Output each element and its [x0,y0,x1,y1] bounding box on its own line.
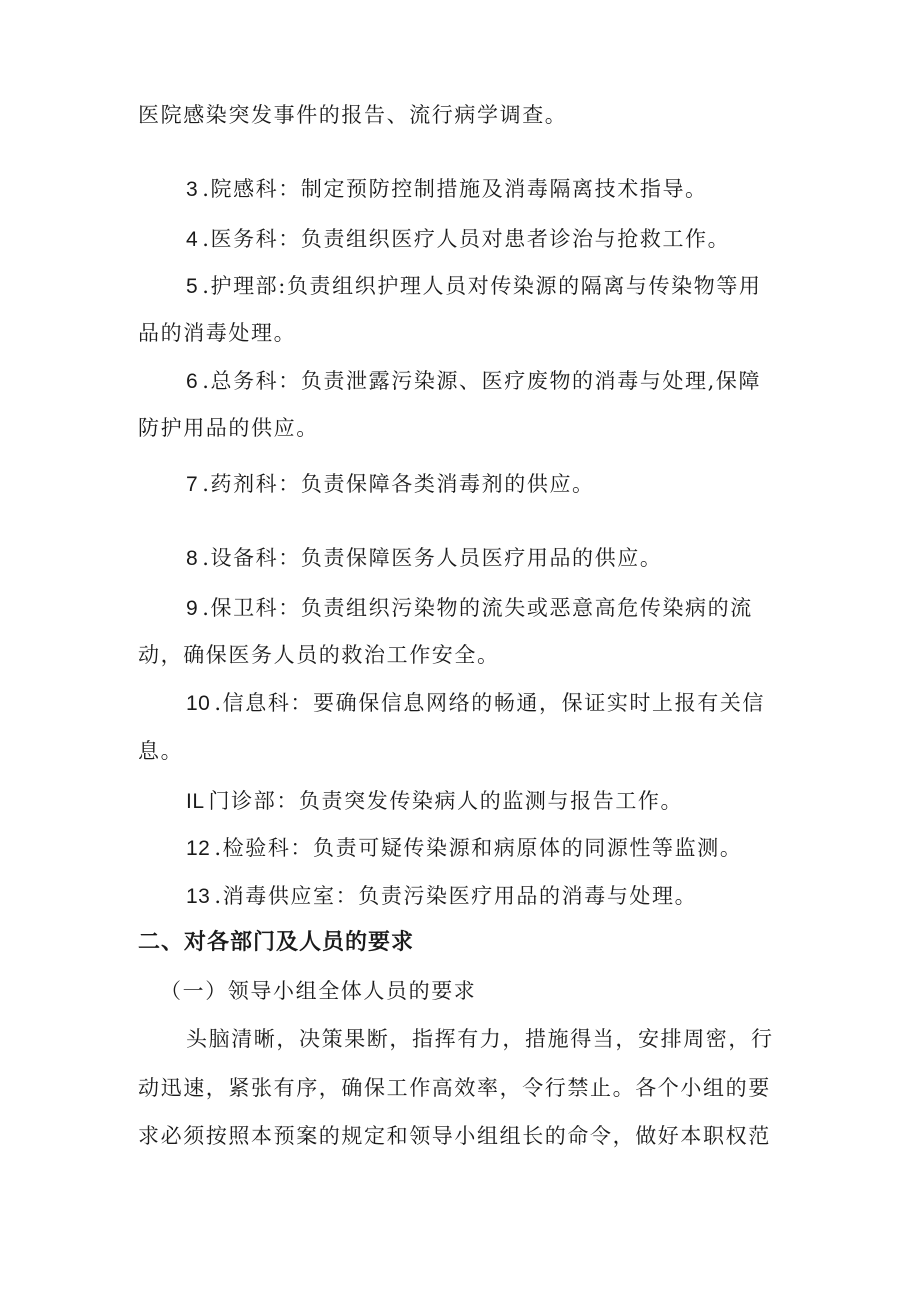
list-item [186,881,697,912]
list-item [186,593,753,624]
item-text: .院感科：制定预防控制措施及消毒隔离技术指导。 [202,177,708,201]
list-item-continuation: 防护用品的供应。 [138,416,319,440]
item-number: 5 [186,275,199,298]
item-text: .医务科：负责组织医疗人员对患者诊治与抢救工作。 [202,227,731,251]
list-item-continuation: 品的消毒处理。 [138,321,297,345]
item-number: 10 [186,692,211,715]
list-item [186,688,765,719]
list-item-continuation: 动，确保医务人员的救治工作安全。 [138,643,500,667]
item-number: 4 [186,228,199,251]
list-item [186,469,595,500]
list-item [186,366,761,397]
item-number: 13 [186,885,211,908]
item-text: .设备科：负责保障医务人员医疗用品的供应。 [202,546,663,570]
section-heading: 二、对各部门及人员的要求 [138,930,415,955]
item-number: IL [186,790,205,813]
paragraph-line: 动迅速，紧张有序，确保工作高效率，令行禁止。各个小组的要 [138,1076,771,1100]
item-number: 8 [186,547,199,570]
item-text: 门诊部：负责突发传染病人的监测与报告工作。 [208,789,684,813]
item-text: .药剂科：负责保障各类消毒剂的供应。 [202,472,595,496]
item-number: 7 [186,473,199,496]
list-item [186,271,762,302]
item-text: .信息科：要确保信息网络的畅通，保证实时上报有关信 [214,691,766,715]
item-number: 9 [186,597,199,620]
list-item [186,543,662,574]
list-item [186,833,742,864]
subsection-heading: （一）领导小组全体人员的要求 [160,979,477,1003]
list-item [186,224,730,255]
paragraph-line: 求必须按照本预案的规定和领导小组组长的命令，做好本职权范 [138,1124,771,1148]
item-text: .消毒供应室：负责污染医疗用品的消毒与处理。 [214,884,698,908]
item-text: .护理部:负责组织护理人员对传染源的隔离与传染物等用 [202,274,762,298]
list-item-continuation: 息。 [138,739,184,763]
paragraph-line: 头脑清晰，决策果断，指挥有力，措施得当，安排周密，行 [186,1027,774,1051]
paragraph-line: 医院感染突发事件的报告、流行病学调查。 [138,103,568,127]
list-item [186,174,708,205]
item-text: .总务科：负责泄露污染源、医疗废物的消毒与处理,保障 [202,369,762,393]
item-text: .保卫科：负责组织污染物的流失或恶意高危传染病的流 [202,596,753,620]
list-item [186,786,683,817]
item-number: 3 [186,178,199,201]
item-text: .检验科：负责可疑传染源和病原体的同源性等监测。 [214,836,743,860]
item-number: 6 [186,370,199,393]
item-number: 12 [186,837,211,860]
